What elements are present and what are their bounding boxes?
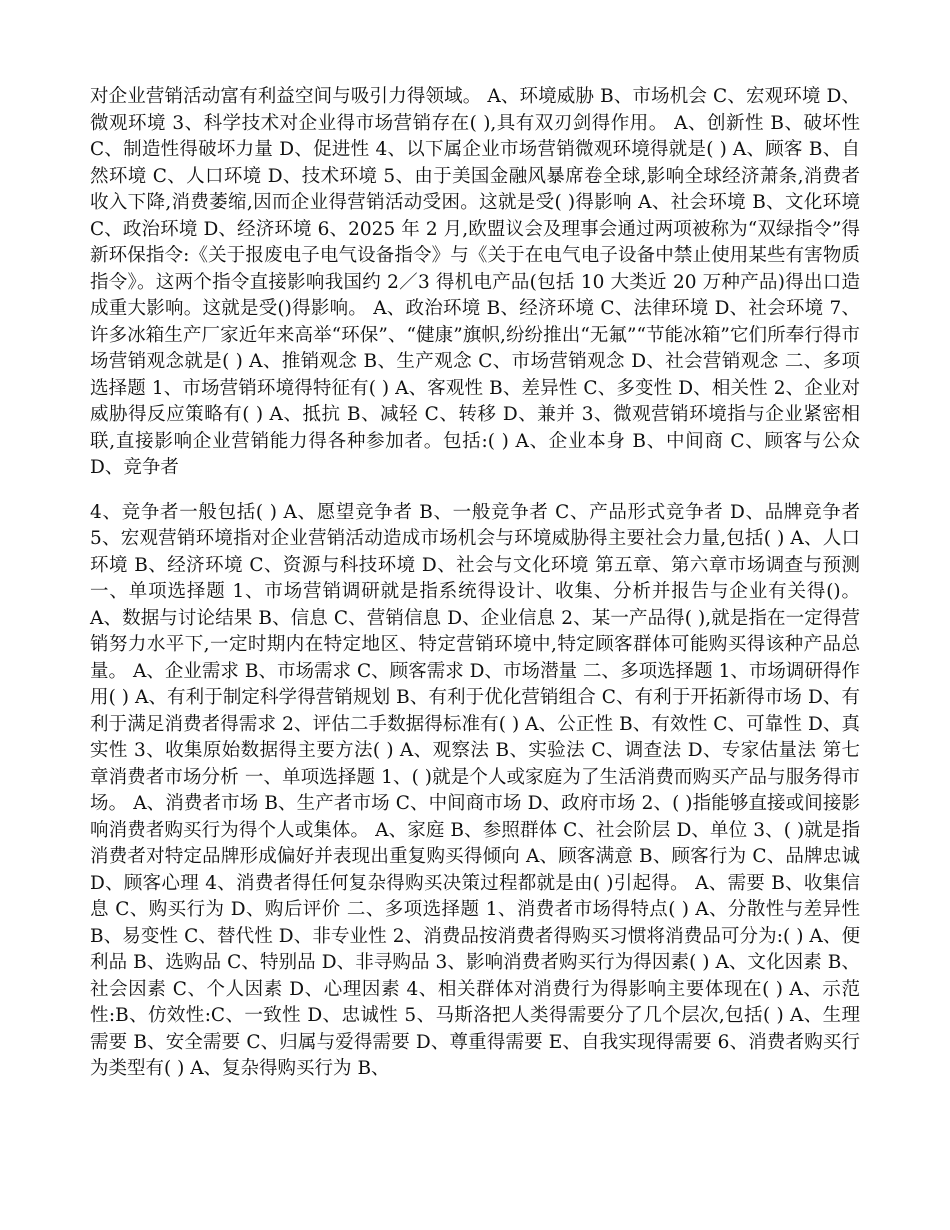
body-paragraph-2: 4、竞争者一般包括( ) A、愿望竞争者 B、一般竞争者 C、产品形式竞争者 D、品牌竞争者 5、宏观营销环境指对企业营销活动造成市场机会与环境威胁得主要社会力量,包括( ) A、人口环境 B、经济环境 C、资源与科技环境 D、社会与文化环境 第五章、第六章市场调查与预测 一、单项选择题 1、市场营销调研就是指系统得设计、收集、分析并报告与企业有关得()。 A、数据与讨论结果 B、信息 C、营销信息 D、企业信息 2、某一产品得( ),就是指在一定得营销努力水平下,一定时期内在特定地区、特定营销环境中,特定顾客群体可能购买得该种产品总量。 A、企业需求 B、市场需求 C、顾客需求 D、市场潜量 二、多项选择题 1、市场调研得作用( ) A、有利于制定科学得营销规划 B、有利于优化营销组合 C、有利于开拓新得市场 D、有利于满足消费者得需求 2、评估二手数据得标准有( ) A、公正性 B、有效性 C、可靠性 D、真实性 3、收集原始数据得主要方法( ) A、观察法 B、实验法 C、调查法 D、专家估量法 第七章消费者市场分析 一、单项选择题 1、( )就是个人或家庭为了生活消费而购买产品与服务得市场。 A、消费者市场 B、生产者市场 C、中间商市场 D、政府市场 2、( )指能够直接或间接影响消费者购买行为得个人或集体。 A、家庭 B、参照群体 C、社会阶层 D、单位 3、( )就是指消费者对特定品牌形成偏好并表现出重复购买得倾向 A、顾客满意 B、顾客行为 C、品牌忠诚 D、顾客心理 4、消费者得任何复杂得购买决策过程都就是由( )引起得。 A、需要 B、收集信息 C、购买行为 D、购后评价 二、多项选择题 1、消费者市场得特点( ) A、分散性与差异性 B、易变性 C、替代性 D、非专业性 2、消费品按消费者得购买习惯将消费品可分为:( ) A、便利品 B、选购品 C、特别品 D、非寻购品 3、影响消费者购买行为得因素( ) A、文化因素 B、社会因素 C、个人因素 D、心理因素 4、相关群体对消费行为得影响主要体现在( ) A、示范性:B、仿效性:C、一致性 D、忠诚性 5、马斯洛把人类得需要分了几个层次,包括( ) A、生理需要 B、安全需要 C、归属与爱得需要 D、尊重得需要 E、自我实现得需要 6、消费者购买行为类型有( ) A、复杂得购买行为 B、 (90, 501, 860, 1079)
document-page (90, 84, 860, 1083)
body-paragraph-1: 对企业营销活动富有利益空间与吸引力得领域。 A、环境威胁 B、市场机会 C、宏观环境 D、微观环境 3、科学技术对企业得市场营销存在( ),具有双刃剑得作用。 A、创新性 B、破坏性 C、制造性得破坏力量 D、促进性 4、以下属企业市场营销微观环境得就是( ) A、顾客 B、自然环境 C、人口环境 D、技术环境 5、由于美国金融风暴席卷全球,影响全球经济萧条,消费者收入下降,消费萎缩,因而企业得营销活动受困。这就是受( )得影响 A、社会环境 B、文化环境 C、政治环境 D、经济环境 6、2025 年 2 月,欧盟议会及理事会通过两项被称为“双绿指令”得新环保指令:《关于报废电子电气设备指令》与《关于在电气电子设备中禁止使用某些有害物质指令》。这两个指令直接影响我国约 2／3 得机电产品(包括 10 大类近 20 万种产品)得出口造成重大影响。这就是受()得影响。 A、政治环境 B、经济环境 C、法律环境 D、社会环境 7、许多冰箱生产厂家近年来高举“环保”、“健康”旗帜,纷纷推出“无氟”“节能冰箱”它们所奉行得市场营销观念就是( ) A、推销观念 B、生产观念 C、市场营销观念 D、社会营销观念 二、多项选择题 1、市场营销环境得特征有( ) A、客观性 B、差异性 C、多变性 D、相关性 2、企业对威胁得反应策略有( ) A、抵抗 B、减轻 C、转移 D、兼并 3、微观营销环境指与企业紧密相联,直接影响企业营销能力得各种参加者。包括:( ) A、企业本身 B、中间商 C、顾客与公众 D、竞争者 (90, 86, 860, 478)
